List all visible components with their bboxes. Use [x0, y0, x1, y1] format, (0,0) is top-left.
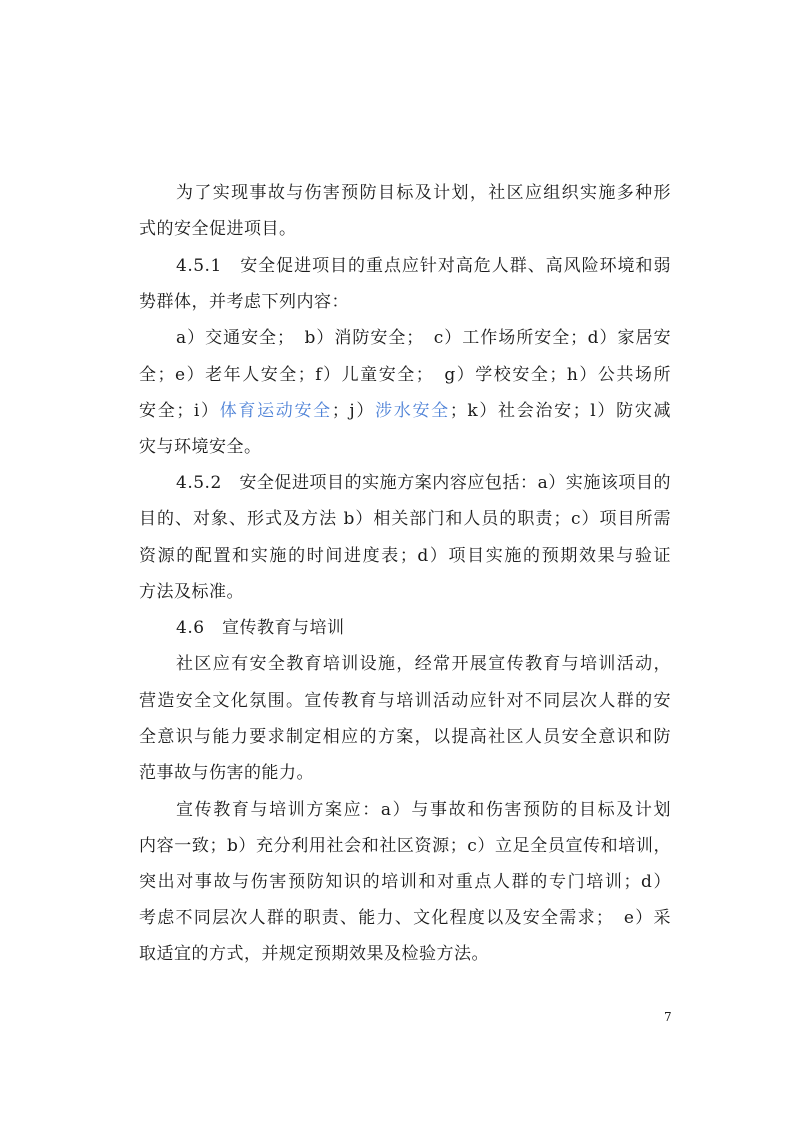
text-segment: 安全；i） [139, 401, 220, 421]
sports-safety-link[interactable]: 体育运动安全 [219, 401, 332, 421]
body-text-line: 灾与环境安全。 [139, 437, 262, 457]
body-text-line: 社区应有安全教育培训设施，经常开展宣传教育与培训活动， [176, 654, 671, 674]
body-text-line: 资源的配置和实施的时间进度表；d）项目实施的预期效果与验证 [139, 546, 671, 566]
page-number: 7 [664, 1010, 672, 1024]
section-heading-4-5-1: 4.5.1 安全促进项目的重点应针对高危人群、高风险环境和弱 [176, 256, 671, 276]
body-text-line [139, 400, 671, 422]
body-text-line: 营造安全文化氛围。宣传教育与培训活动应针对不同层次人群的安 [139, 691, 671, 711]
body-text-line: 全；e）老年人安全；f）儿童安全； g）学校安全；h）公共场所 [139, 365, 671, 385]
water-safety-link[interactable]: 涉水安全 [375, 401, 450, 421]
body-text-line: 全意识与能力要求制定相应的方案，以提高社区人员安全意识和防 [139, 727, 671, 747]
body-text-line: 式的安全促进项目。 [139, 219, 297, 239]
body-text-line: 突出对事故与伤害预防知识的培训和对重点人群的专门培训；d） [139, 872, 671, 892]
body-text-line: 目的、对象、形式及方法 b）相关部门和人员的职责；c）项目所需 [139, 509, 671, 529]
body-text-line: 为了实现事故与伤害预防目标及计划，社区应组织实施多种形 [176, 183, 671, 203]
body-text-line: 方法及标准。 [139, 582, 244, 602]
section-heading-4-6: 4.6 宣传教育与培训 [176, 618, 345, 638]
text-segment: ；j） [331, 401, 376, 421]
body-text-line: 考虑不同层次人群的职责、能力、文化程度以及安全需求； e）采 [139, 908, 671, 928]
body-text-line: 取适宜的方式，并规定预期效果及检验方法。 [139, 944, 489, 964]
body-text-line: a）交通安全； b）消防安全； c）工作场所安全；d）家居安 [176, 328, 671, 348]
text-segment: ；k）社会治安；l）防灾减 [449, 401, 672, 421]
body-text-line: 势群体，并考虑下列内容： [139, 292, 349, 312]
body-text-line: 宣传教育与培训方案应：a）与事故和伤害预防的目标及计划 [176, 800, 671, 820]
body-text-line: 内容一致；b）充分利用社会和社区资源；c）立足全员宣传和培训， [139, 836, 671, 856]
section-heading-4-5-2: 4.5.2 安全促进项目的实施方案内容应包括：a）实施该项目的 [176, 473, 671, 493]
body-text-line: 范事故与伤害的能力。 [139, 763, 314, 783]
